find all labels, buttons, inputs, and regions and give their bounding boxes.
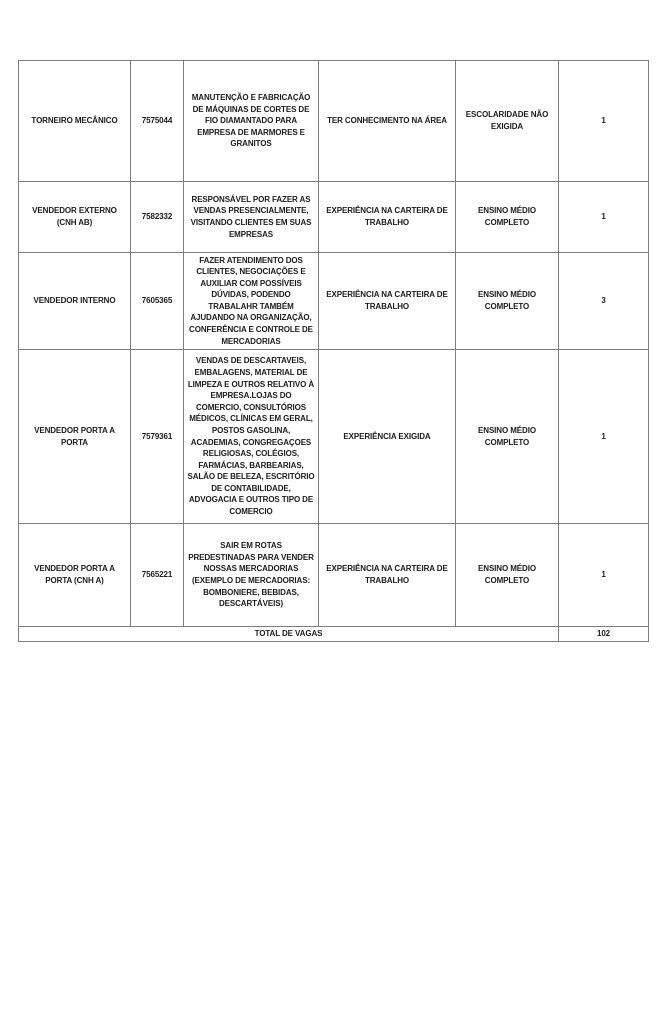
job-description-text: VENDAS DE DESCARTAVEIS, EMBALAGENS, MATERIAL DE LIMPEZA E OUTROS RELATIVO À EMPRESA.LOJAS DO COMERCIO, CONSULTÓRIOS MÉDICOS, CLÍNICAS EM GERAL, POSTOS GASOLINA, ACADEMIAS, CONGREGAÇOES RELIGIOSAS, COLÉGIOS, FARMÁCIAS, BARBEARIAS, SALÃO DE BELEZA, ESCRITÓRIO DE CONTABILIDADE, ADVOGACIA E OUTROS TIPO DE COMERCIO [187,356,315,517]
job-requirement-text: EXPERIÊNCIA NA CARTEIRA DE TRABALHO [326,564,448,585]
job-requirement-cell [319,350,456,524]
total-label-cell: TOTAL DE VAGAS [19,627,559,642]
job-title-text: TORNEIRO MECÂNICO [31,116,118,126]
job-requirement-text: EXPERIÊNCIA EXIGIDA [343,431,431,441]
job-openings-text: 3 [601,296,606,306]
job-description-text: SAIR EM ROTAS PREDESTINADAS PARA VENDER NOSSAS MERCADORIAS (EXEMPLO DE MERCADORIAS: BOMBONIERE, BEBIDAS, DESCARTÁVEIS) [188,541,314,609]
job-title-text: VENDEDOR PORTA A PORTA [34,425,115,447]
job-title-cell [19,350,131,524]
job-requirement-cell [319,182,456,253]
job-openings-cell [559,253,649,350]
job-description-cell [184,182,319,253]
job-code-text: 7575044 [141,116,173,126]
job-openings-text: 1 [601,212,606,222]
job-education-text: ESCOLARIDADE NÃO EXIGIDA [465,110,549,131]
job-code-cell [131,253,184,350]
job-openings-text: 1 [601,431,606,441]
job-title-cell [19,61,131,182]
vacancies-footer [19,627,649,642]
job-requirement-text: EXPERIÊNCIA NA CARTEIRA DE TRABALHO [326,290,448,311]
job-description-text: FAZER ATENDIMENTO DOS CLIENTES, NEGOCIAÇÕES E AUXILIAR COM POSSÍVEIS DÚVIDAS, PODENDO TRABALAHR TAMBÉM AJUDANDO NA ORGANIZAÇÃO, CONFERÊNCIA E CONTROLE DE MERCADORIAS [189,255,313,346]
job-title-cell [19,253,131,350]
job-code-text: 7582332 [141,212,173,222]
job-openings-cell [559,350,649,524]
job-title-text: VENDEDOR INTERNO [33,296,116,306]
job-openings-text: 1 [601,116,606,126]
job-requirement-text: TER CONHECIMENTO NA ÁREA [327,116,447,126]
job-requirement-cell [319,253,456,350]
job-code-cell [131,350,184,524]
table-row [19,350,649,524]
vacancies-rows [19,61,649,627]
job-openings-text: 1 [601,570,606,580]
job-code-cell [131,524,184,627]
job-education-cell [456,350,559,524]
job-requirement-cell [319,524,456,627]
job-code-cell [131,61,184,182]
job-education-cell [456,61,559,182]
job-education-text: ENSINO MÉDIO COMPLETO [478,564,536,585]
job-code-text: 7605365 [141,296,173,306]
table-row [19,524,649,627]
job-education-cell [456,524,559,627]
job-description-text: MANUTENÇÃO E FABRICAÇÃO DE MÁQUINAS DE CORTES DE FIO DIAMANTADO PARA EMPRESA DE MARMORES E GRANITOS [191,93,311,149]
job-description-cell [184,350,319,524]
vacancies-table [18,60,649,642]
job-education-cell [456,182,559,253]
total-value-cell: 102 [559,627,649,642]
table-row [19,253,649,350]
job-description-text: RESPONSÁVEL POR FAZER AS VENDAS PRESENCIALMENTE, VISITANDO CLIENTES EM SUAS EMPRESAS [190,194,312,239]
job-code-cell [131,182,184,253]
job-requirement-cell [319,61,456,182]
job-education-text: ENSINO MÉDIO COMPLETO [478,290,536,311]
job-education-cell [456,253,559,350]
job-openings-cell [559,182,649,253]
job-title-text: VENDEDOR EXTERNO (CNH AB) [32,206,117,227]
job-code-text: 7565221 [141,570,173,580]
job-title-text: VENDEDOR PORTA A PORTA (CNH A) [34,564,115,585]
job-description-cell [184,253,319,350]
job-openings-cell [559,61,649,182]
job-description-cell [184,61,319,182]
job-education-text: ENSINO MÉDIO COMPLETO [478,206,536,227]
job-title-cell [19,524,131,627]
job-requirement-text: EXPERIÊNCIA NA CARTEIRA DE TRABALHO [326,206,448,227]
table-row [19,61,649,182]
table-row [19,182,649,253]
job-openings-cell [559,524,649,627]
total-row [19,627,649,642]
job-description-cell [184,524,319,627]
job-code-text: 7579361 [141,431,173,441]
job-education-text: ENSINO MÉDIO COMPLETO [478,425,536,447]
job-title-cell [19,182,131,253]
